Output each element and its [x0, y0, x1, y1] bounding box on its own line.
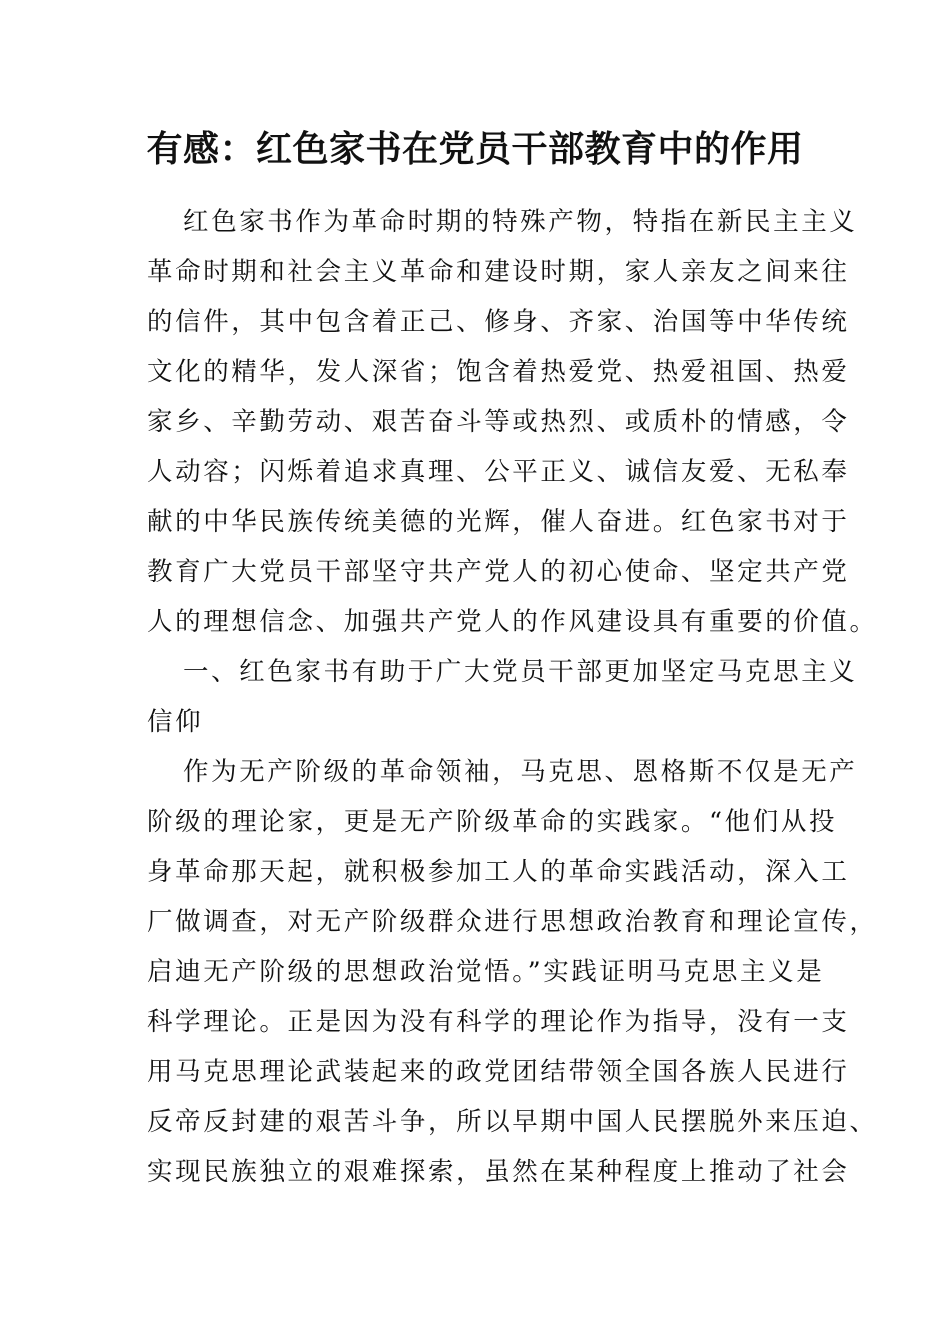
text-line: 身革命那天起，就积极参加工人的革命实践活动，深入工	[147, 857, 850, 887]
section-heading-line: 一、红色家书有助于广大党员干部更加坚定马克思主义	[183, 657, 858, 687]
text-line: 献的中华民族传统美德的光辉，催人奋进。红色家书对于	[147, 507, 850, 537]
document-title: 有感：红色家书在党员干部教育中的作用	[146, 128, 804, 170]
text-line: 用马克思理论武装起来的政党团结带领全国各族人民进行	[147, 1057, 850, 1087]
text-line: 的信件，其中包含着正己、修身、齐家、治国等中华传统	[147, 307, 850, 337]
text-line: 反帝反封建的艰苦斗争，所以早期中国人民摆脱外来压迫、	[147, 1107, 878, 1137]
text-line: 厂做调查，对无产阶级群众进行思想政治教育和理论宣传，	[147, 907, 878, 937]
text-line: 文化的精华，发人深省；饱含着热爱党、热爱祖国、热爱	[147, 357, 850, 387]
text-line: 人的理想信念、加强共产党人的作风建设具有重要的价值。	[147, 607, 878, 637]
text-line: 人动容；闪烁着追求真理、公平正义、诚信友爱、无私奉	[147, 457, 850, 487]
text-line: 红色家书作为革命时期的特殊产物，特指在新民主主义	[183, 207, 858, 237]
text-line: 家乡、辛勤劳动、艰苦奋斗等或热烈、或质朴的情感，令	[147, 407, 850, 437]
text-line: 革命时期和社会主义革命和建设时期，家人亲友之间来往	[147, 257, 850, 287]
text-line: 启迪无产阶级的思想政治觉悟。”实践证明马克思主义是	[147, 957, 825, 987]
text-line: 实现民族独立的艰难探索，虽然在某种程度上推动了社会	[147, 1157, 850, 1187]
text-line: 作为无产阶级的革命领袖，马克思、恩格斯不仅是无产	[183, 757, 858, 787]
text-line: 教育广大党员干部坚守共产党人的初心使命、坚定共产党	[147, 557, 850, 587]
text-line: 科学理论。正是因为没有科学的理论作为指导，没有一支	[147, 1007, 850, 1037]
text-line: 阶级的理论家，更是无产阶级革命的实践家。“他们从投	[147, 807, 838, 837]
section-heading-line: 信仰	[147, 707, 204, 737]
